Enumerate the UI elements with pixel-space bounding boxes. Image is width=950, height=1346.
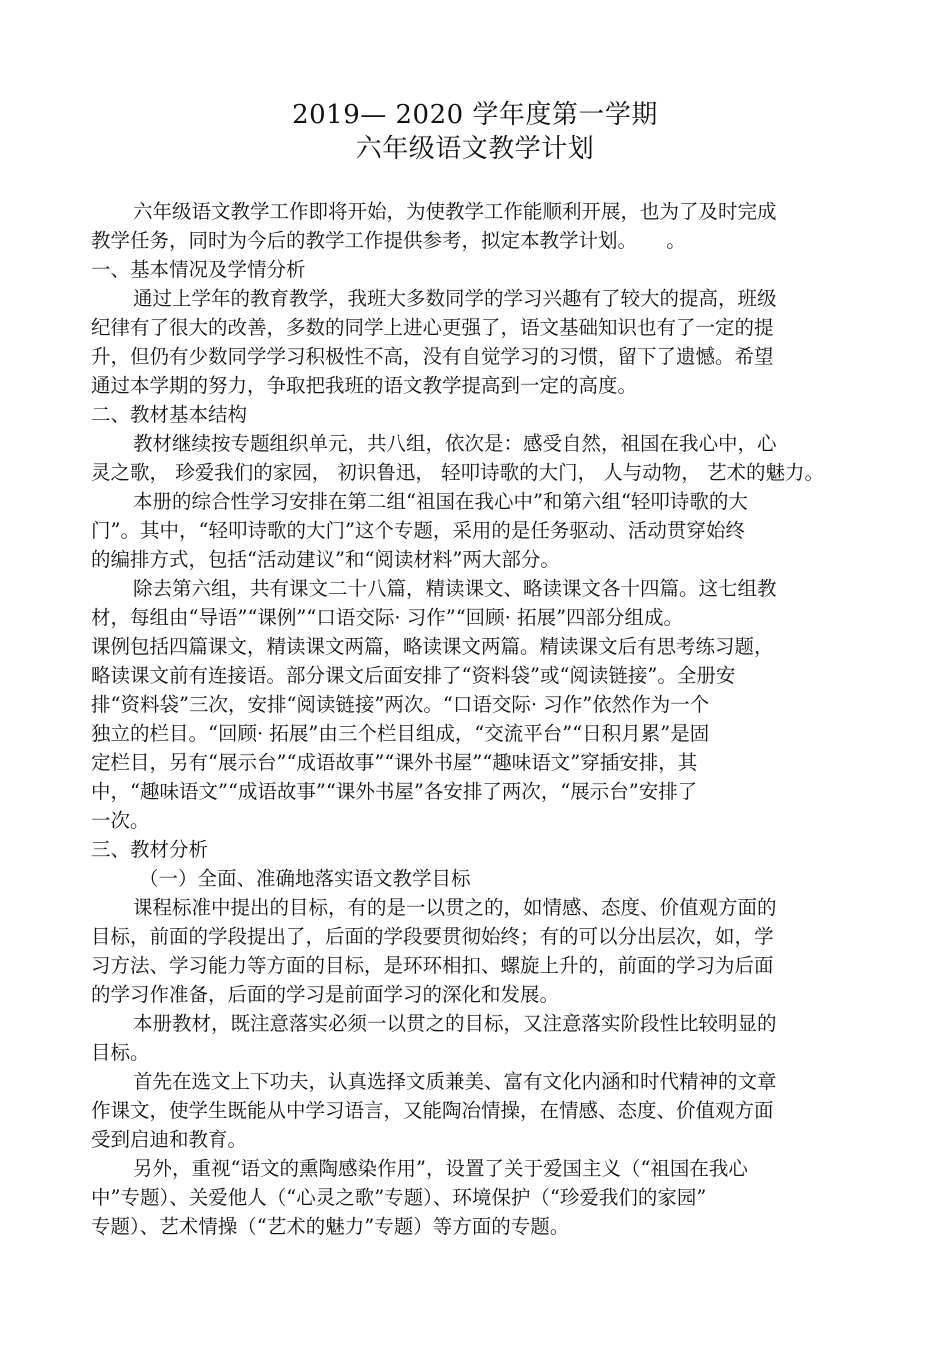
text-line: 材，每组由“导语”“课例”“口语交际· 习作”“回顾· 拓展”四部分组成。 (91, 606, 684, 629)
text-line: 除去第六组，共有课文二十八篇，精读课文、略读课文各十四篇。这七组教 (133, 577, 777, 600)
text-line: 专题）、艺术情操（“艺术的魅力”专题）等方面的专题。 (91, 1215, 570, 1238)
text-line: 中”专题）、关爱他人（“心灵之歌”专题）、环境保护（“珍爱我们的家园” (91, 1186, 707, 1209)
text-line: 一次。 (91, 809, 150, 832)
text-line: 略读课文前有连接语。部分课文后面安排了“资料袋”或“阅读链接”。全册安 (91, 664, 736, 687)
document-body (91, 197, 881, 1241)
text-line: 目标。 (91, 1041, 150, 1064)
text-line: 门”。其中，“轻叩诗歌的大门”这个专题，采用的是任务驱动、活动贯穿始终 (91, 519, 745, 542)
text-line: 首先在选文上下功夫，认真选择文质兼美、富有文化内涵和时代精神的文章 (133, 1070, 777, 1093)
text-line: 习方法、学习能力等方面的目标，是环环相扣、螺旋上升的，前面的学习为后面 (91, 954, 774, 977)
document-title: 2019— 2020 学年度第一学期 (292, 100, 658, 130)
text-line: 升，但仍有少数同学学习积极性不高，没有自觉学习的习惯，留下了遗憾。希望 (91, 345, 774, 368)
text-line: 通过本学期的努力，争取把我班的语文教学提高到一定的高度。 (91, 374, 638, 397)
text-line: 本册的综合性学习安排在第二组“祖国在我心中”和第六组“轻叩诗歌的大 (133, 490, 748, 513)
text-line: 受到启迪和教育。 (91, 1128, 248, 1151)
text-line: 教材继续按专题组织单元，共八组，依次是：感受自然，祖国在我心中，心 (133, 432, 777, 455)
text-line: 灵之歌， 珍爱我们的家园， 初识鲁迅， 轻叩诗歌的大门， 人与动物， 艺术的魅力。 (91, 461, 824, 484)
text-line: 课例包括四篇课文，精读课文两篇，略读课文两篇。精读课文后有思考练习题， (91, 635, 774, 658)
text-line: 作课文，使学生既能从中学习语言，又能陶冶情操，在情感、态度、价值观方面 (91, 1099, 774, 1122)
text-line: 通过上学年的教育教学，我班大多数同学的学习兴趣有了较大的提高，班级 (133, 287, 777, 310)
text-line: 纪律有了很大的改善，多数的同学上进心更强了，语文基础知识也有了一定的提 (91, 316, 774, 339)
text-line: 课程标准中提出的目标，有的是一以贯之的，如情感、态度、价值观方面的 (133, 896, 777, 919)
text-line: 另外，重视“语文的熏陶感染作用”，设置了关于爱国主义（“祖国在我心 (133, 1157, 748, 1180)
text-line: 的编排方式，包括“活动建议”和“阅读材料”两大部分。 (91, 548, 560, 571)
document-subtitle: 六年级语文教学计划 (355, 134, 595, 164)
text-line: 本册教材，既注意落实必须一以贯之的目标，又注意落实阶段性比较明显的 (133, 1012, 777, 1035)
text-line: 中，“趣味语文”“成语故事”“课外书屋”各安排了两次，“展示台”安排了 (91, 780, 698, 803)
text-line: 二、教材基本结构 (91, 403, 248, 426)
text-line: （一）全面、准确地落实语文教学目标 (139, 867, 471, 890)
text-line: 一、基本情况及学情分析 (91, 258, 306, 281)
text-line: 的学习作准备，后面的学习是前面学习的深化和发展。 (91, 983, 560, 1006)
text-line: 排“资料袋”三次，安排“阅读链接”两次。“口语交际· 习作”依然作为一个 (91, 693, 710, 716)
text-line: 六年级语文教学工作即将开始，为使教学工作能顺利开展，也为了及时完成 (133, 200, 777, 223)
text-line: 教学任务，同时为今后的教学工作提供参考，拟定本教学计划。 。 (91, 229, 686, 252)
text-line: 三、教材分析 (91, 838, 209, 861)
text-line: 定栏目，另有“展示台”“成语故事”“课外书屋”“趣味语文”穿插安排，其 (91, 751, 698, 774)
text-line: 目标，前面的学段提出了，后面的学段要贯彻始终；有的可以分出层次，如，学 (91, 925, 774, 948)
text-line: 独立的栏目。“回顾· 拓展”由三个栏目组成，“交流平台”“日积月累”是固 (91, 722, 710, 745)
